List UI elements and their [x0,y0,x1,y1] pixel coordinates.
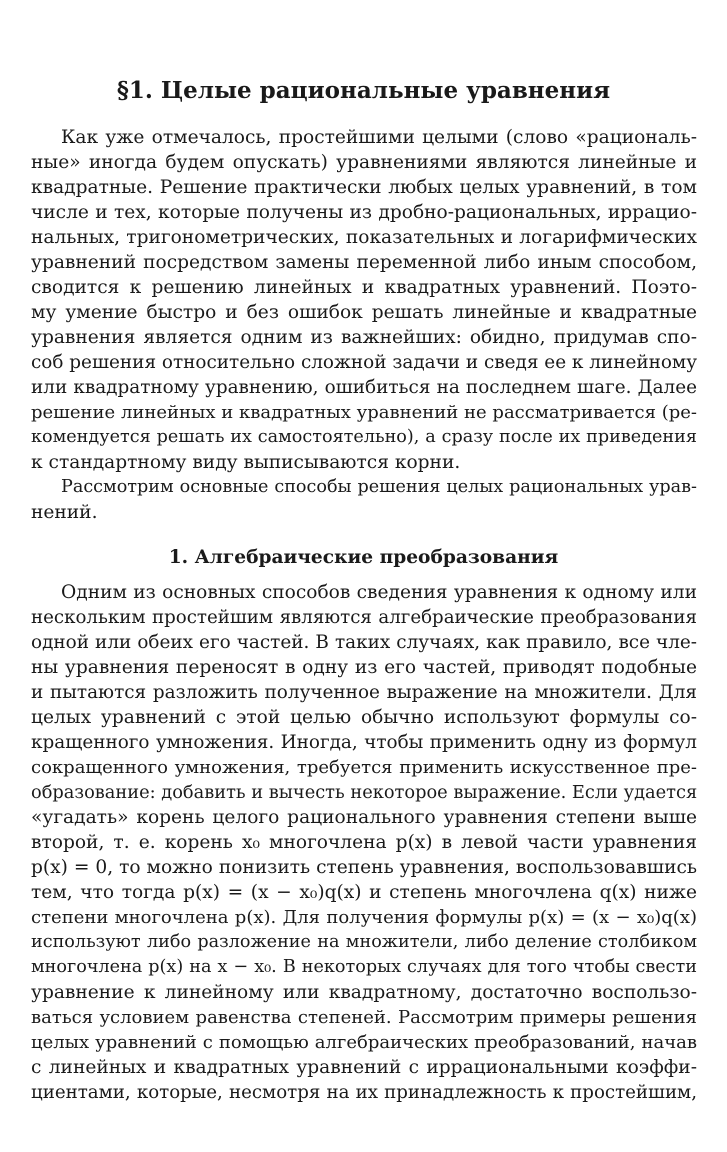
text-line: числе и тех, которые получены из дробно-рациональных, иррацио- [31,202,697,223]
text-line: уравнение к линейному или квадратному, достаточно воспользо- [31,982,697,1003]
text-line: Одним из основных способов сведения уравнения к одному или [61,582,697,603]
text-line: степени многочлена p(x). Для получения формулы p(x) = (x − x₀)q(x) [31,907,697,928]
text-line: образование: добавить и вычесть некоторое выражение. Если удается [31,782,698,803]
text-line: кращенного умножения. Иногда, чтобы применить одну из формул [31,732,697,753]
text-line: му умение быстро и без ошибок решать линейные и квадратные [31,302,697,323]
text-line: нальных, тригонометрических, показательных и логарифмических [31,227,697,248]
text-line: комендуется решать их самостоятельно), а сразу после их приведения [31,427,697,447]
text-line: целых уравнений с этой целью обычно используют формулы со- [31,707,697,728]
text-line: ны уравнения переносят в одну из его частей, приводят подобные [31,657,697,678]
text-line: многочлена p(x) на x − x₀. В некоторых случаях для того чтобы свести [31,957,697,977]
text-line: решение линейных и квадратных уравнений не рассматривается (ре- [31,402,697,423]
text-line: циентами, которые, несмотря на их принадлежность к простейшим, [31,1082,697,1103]
text-line: целых уравнений с помощью алгебраических преобразований, начав [31,1032,697,1053]
text-line: Как уже отмечалось, простейшими целыми (слово «рациональ- [61,127,697,148]
text-line: тем, что тогда p(x) = (x − x₀)q(x) и степень многочлена q(x) ниже [31,882,697,903]
text-line: соб решения относительно сложной задачи и сведя ее к линейному [31,352,698,373]
text-line: одной или обеих его частей. В таких случаях, как правило, все чле- [31,632,697,653]
text-line: Рассмотрим основные способы решения целых рациональных урав- [61,477,697,497]
section-title: §1. Целые рациональные уравнения [116,77,611,104]
text-line: ваться условием равенства степеней. Рассмотрим примеры решения [31,1007,697,1028]
text-line: сводится к решению линейных и квадратных уравнений. Поэто- [31,277,697,298]
subsection-title: 1. Алгебраические преобразования [168,547,559,568]
text-line: и пытаются разложить полученное выражение на множители. Для [31,682,697,703]
text-line: или квадратному уравнению, ошибиться на последнем шаге. Далее [31,377,697,398]
text-line: к стандартному виду выписываются корни. [31,452,461,473]
text-line: уравнения является одним из важнейших: обидно, придумав спо- [31,327,697,348]
text-line: нений. [31,502,98,523]
text-line: нескольким простейшим являются алгебраические преобразования [31,607,697,628]
text-line: квадратные. Решение практически любых целых уравнений, в том [31,177,697,198]
text-line: уравнений посредством замены переменной либо иным способом, [31,252,697,273]
text-line: «угадать» корень целого рационального уравнения степени выше [31,807,697,828]
text-line: сокращенного умножения, требуется применить искусственное пре- [31,757,697,778]
text-line: используют либо разложение на множители, либо деление столбиком [31,932,697,952]
text-line: p(x) = 0, то можно понизить степень уравнения, воспользовавшись [31,857,697,878]
text-line: ные» иногда будем опускать) уравнениями являются линейные и [31,152,697,173]
text-line: второй, т. е. корень x₀ многочлена p(x) в левой части уравнения [31,832,697,853]
text-line: с линейных и квадратных уравнений с иррациональными коэффи- [31,1057,697,1078]
